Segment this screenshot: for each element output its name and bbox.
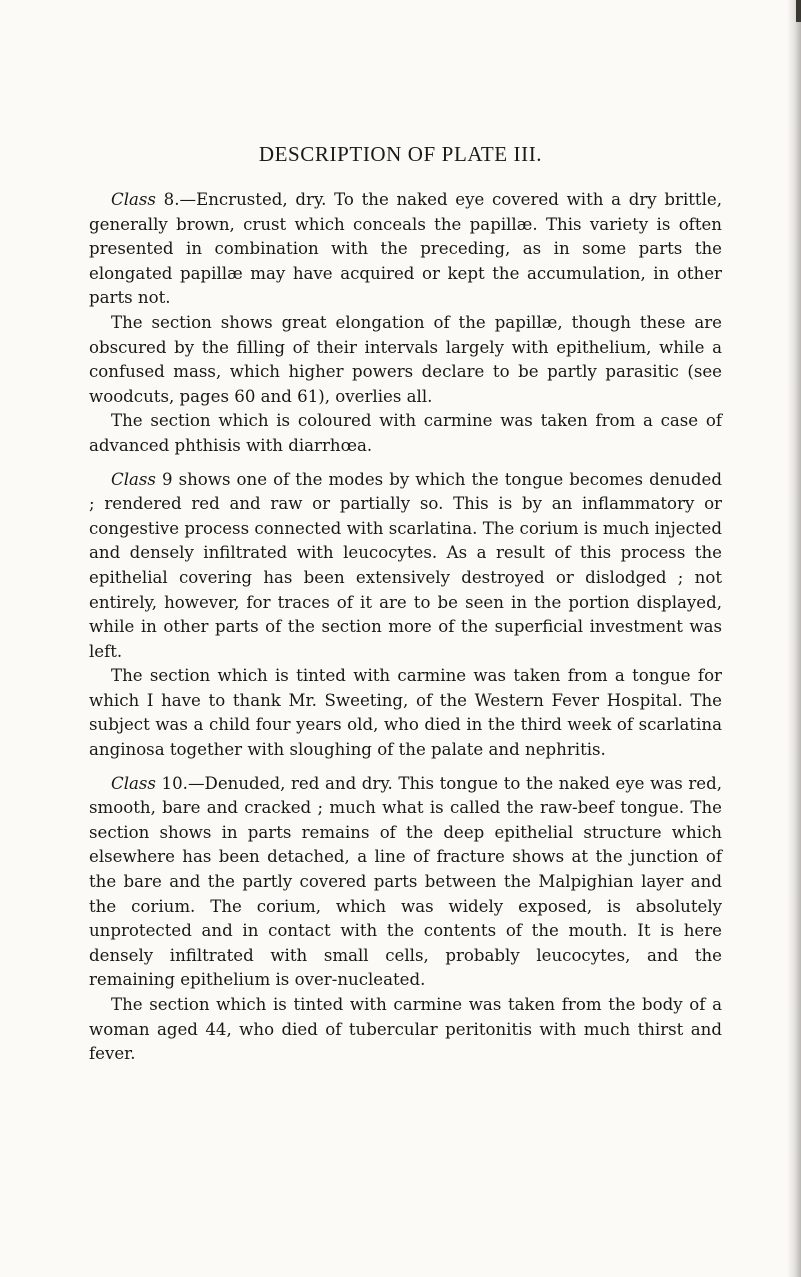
paragraph-text: 9 shows one of the modes by which the tongue becomes denuded ; rendered red and raw or partially so. This is by an inflammatory or congestive process connected with scarlatina. The corium is much injected and densely infiltrated with leucocytes. As a result of this process the epithelial covering has been extensively destroyed or dislodged ; not entirely, however, for traces of it are to be seen in the portion displayed, while in other parts of the section more of the superficial investment was left. — [89, 469, 722, 661]
paragraph-class-8-section: The section shows great elongation of the papillæ, though these are obscured by the filling of their intervals largely with epithelium, while a confused mass, which higher powers declare to be partly parasitic (see woodcuts, pages 60 and 61), overlies all. — [89, 312, 722, 406]
paragraph-text: 8.—Encrusted, dry. To the naked eye covered with a dry brittle, generally brown, crust which conceals the papillæ. This variety is often presented in combination with the preceding, as in some parts the elongated papillæ may have acquired or kept the accumulation, in other parts not. — [89, 190, 722, 308]
paragraph-class-10-source: The section which is tinted with carmine was taken from the body of a woman aged 44, who died of tubercular peritonitis with much thirst and fever. — [89, 995, 722, 1064]
paragraph-class-8 — [89, 188, 722, 311]
paragraph-class-10 — [89, 772, 722, 993]
page-edge-shadow — [787, 0, 801, 1277]
paragraph-class-8-source: The section which is coloured with carmine was taken from a case of advanced phthisis with diarrhœa. — [89, 411, 722, 455]
class-label: Class — [111, 773, 156, 793]
class-label: Class — [111, 190, 156, 209]
page-title: DESCRIPTION OF PLATE III. — [258, 142, 543, 166]
paragraph-class-9 — [89, 468, 722, 665]
class-label: Class — [111, 469, 156, 489]
paragraph-class-9-source: The section which is tinted with carmine was taken from a tongue for which I have to thank Mr. Sweeting, of the Western Fever Hospital. The subject was a child four years old, who died in the third week of scarlatina anginosa together with sloughing of the palate and nephritis. — [89, 666, 722, 760]
paragraph-text: 10.—Denuded, red and dry. This tongue to the naked eye was red, smooth, bare and cracked ; much what is called the raw-beef tongue. The section shows in parts remains of the deep epithelial structure which elsewhere has been detached, a line of fracture shows at the junction of the bare and the partly covered parts between the Malpighian layer and the corium. The corium, which was widely exposed, is absolutely unprotected and in contact with the contents of the mouth. It is here densely infiltrated with small cells, probably leucocytes, and the remaining epithelium is over-nucleated. — [89, 773, 722, 990]
body-text — [89, 188, 722, 1067]
page-edge-mark — [796, 0, 801, 22]
